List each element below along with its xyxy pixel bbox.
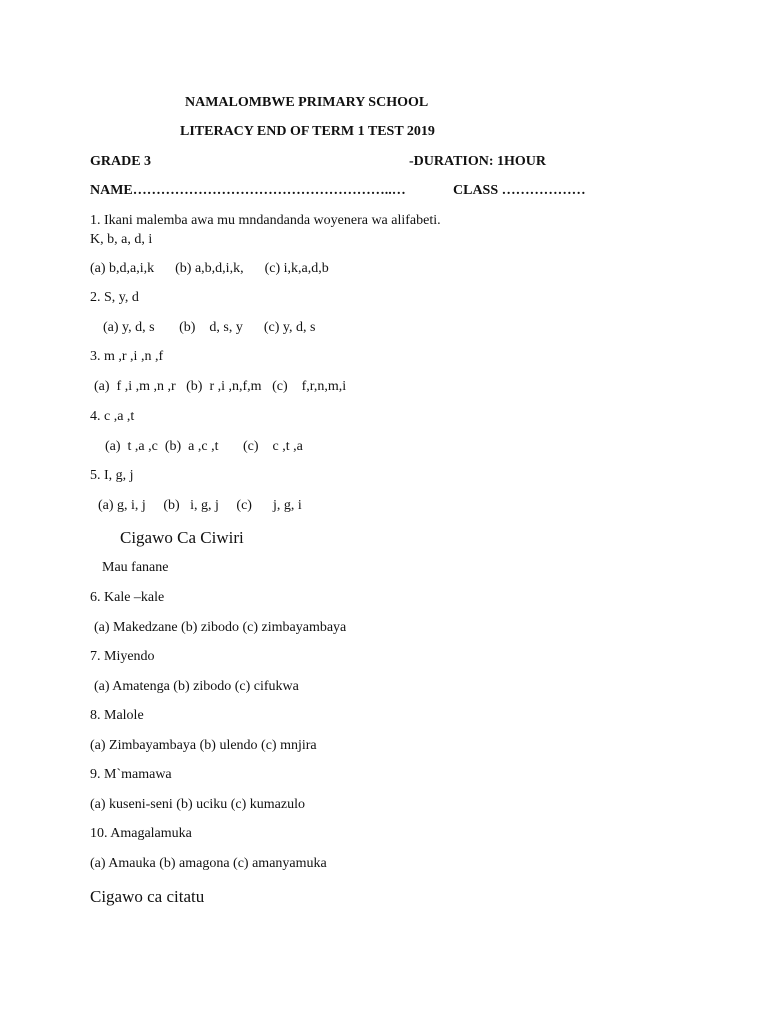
duration-label: -DURATION: 1HOUR: [409, 154, 547, 169]
section-2-subtitle: Mau fanane: [102, 560, 169, 575]
question-9-options: (a) kuseni-seni (b) uciku (c) kumazulo: [90, 797, 305, 812]
question-8-options: (a) Zimbayambaya (b) ulendo (c) mnjira: [90, 738, 317, 753]
question-1-instruction: 1. Ikani malemba awa mu mndandanda woyenera wa alifabeti.: [90, 213, 441, 228]
section-2-title: Cigawo Ca Ciwiri: [120, 528, 244, 547]
name-field-line: NAME………………………………………………..…: [90, 183, 406, 198]
question-5-options: (a) g, i, j (b) i, g, j (c) j, g, i: [98, 498, 302, 513]
question-10: 10. Amagalamuka: [90, 826, 192, 841]
section-3-title: Cigawo ca citatu: [90, 887, 205, 906]
class-field-line: CLASS ………………: [453, 183, 586, 198]
question-8: 8. Malole: [90, 708, 144, 723]
question-6: 6. Kale –kale: [90, 590, 165, 605]
question-5: 5. I, g, j: [90, 468, 134, 483]
question-1-options: (a) b,d,a,i,k (b) a,b,d,i,k, (c) i,k,a,d,b: [90, 261, 329, 276]
question-7: 7. Miyendo: [90, 649, 155, 664]
question-2-options: (a) y, d, s (b) d, s, y (c) y, d, s: [103, 320, 316, 335]
question-1-letters: K, b, a, d, i: [90, 232, 153, 247]
question-10-options: (a) Amauka (b) amagona (c) amanyamuka: [90, 856, 327, 871]
question-3-options: (a) f ,i ,m ,n ,r (b) r ,i ,n,f,m (c) f,r,n,m,i: [94, 379, 347, 394]
grade-label: GRADE 3: [90, 154, 152, 169]
question-4-options: (a) t ,a ,c (b) a ,c ,t (c) c ,t ,a: [105, 439, 303, 454]
question-4: 4. c ,a ,t: [90, 409, 135, 424]
question-2: 2. S, y, d: [90, 290, 139, 305]
question-6-options: (a) Makedzane (b) zibodo (c) zimbayambaya: [94, 620, 347, 635]
school-name: NAMALOMBWE PRIMARY SCHOOL: [185, 95, 429, 110]
question-7-options: (a) Amatenga (b) zibodo (c) cifukwa: [94, 679, 299, 694]
question-9: 9. M`mamawa: [90, 767, 172, 782]
question-3: 3. m ,r ,i ,n ,f: [90, 349, 164, 364]
test-title: LITERACY END OF TERM 1 TEST 2019: [180, 124, 435, 139]
